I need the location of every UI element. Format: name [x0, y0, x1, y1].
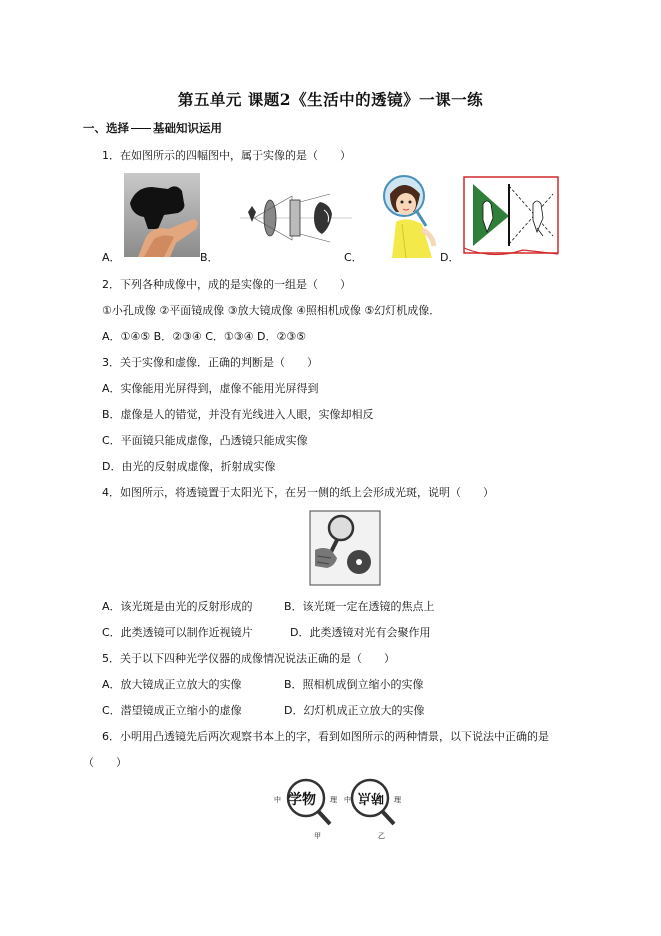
figure-4-lens-sunlight: [309, 510, 381, 586]
question-5-option-a: A．放大镜成正立放大的实像: [102, 678, 242, 691]
figure-1d-mirror-reflection: [463, 176, 559, 256]
figure-6-magnifier-words: [270, 776, 420, 842]
section-divider: [131, 128, 151, 129]
question-2-items: ①小孔成像 ②平面镜成像 ③放大镜成像 ④照相机成像 ⑤幻灯机成像．: [102, 304, 441, 317]
question-4-option-a: A．该光斑是由光的反射形成的: [102, 600, 253, 613]
fig6-right-suffix: 理: [394, 796, 401, 804]
fig6-left-prefix: 中: [274, 796, 281, 804]
question-4: 4．如图所示，将透镜置于太阳光下，在另一侧的纸上会形成光斑，说明（ ）: [102, 486, 494, 499]
question-3-option-a: A．实像能用光屏得到，虚像不能用光屏得到: [102, 382, 319, 395]
figure-1a-hand-shadow: [124, 173, 200, 257]
q1-label-b: B．: [200, 251, 219, 264]
fig6-right-big: 哧点: [357, 790, 384, 805]
question-6-paren: （ ）: [83, 756, 127, 769]
figure-1b-lens-projection: [240, 182, 352, 252]
page-title: 第五单元 课题2《生活中的透镜》一课一练: [177, 90, 484, 109]
section-heading: [83, 120, 222, 136]
question-4-option-c: C．此类透镜可以制作近视镜片: [102, 626, 253, 639]
q1-label-d: D．: [440, 251, 460, 264]
question-4-option-b: B．该光斑一定在透镜的焦点上: [284, 600, 435, 613]
question-4-option-d: D．此类透镜对光有会聚作用: [290, 626, 431, 639]
fig6-right-prefix: 中: [344, 796, 351, 804]
section-prefix: 一、选择: [83, 121, 129, 135]
question-5-option-d: D．幻灯机成正立放大的实像: [284, 704, 425, 717]
figure-1c-magnifier-girl: [382, 174, 438, 258]
question-6: 6．小明用凸透镜先后两次观察书本上的字，看到如图所示的两种情景，以下说法中正确的是: [102, 730, 549, 743]
question-1: 1．在如图所示的四幅图中，属于实像的是（ ）: [102, 149, 351, 162]
question-3-option-b: B．虚像是人的错觉，并没有光线进入人眼，实像却相反: [102, 408, 374, 421]
fig6-label-left: 甲: [314, 832, 321, 840]
question-3-option-c: C．平面镜只能成虚像，凸透镜只能成实像: [102, 434, 308, 447]
fig6-left-big: 学物: [288, 792, 316, 808]
question-5: 5．关于以下四种光学仪器的成像情况说法正确的是（ ）: [102, 652, 395, 665]
question-3: 3．关于实像和虚像．正确的判断是（ ）: [102, 356, 318, 369]
q1-label-a: A．: [102, 251, 121, 264]
question-5-option-b: B．照相机成倒立缩小的实像: [284, 678, 424, 691]
fig6-label-right: 乙: [378, 832, 385, 840]
q1-label-c: C．: [344, 251, 363, 264]
question-5-option-c: C．潜望镜成正立缩小的虚像: [102, 704, 242, 717]
question-2-options: A．①④⑤ B．②③④ C．①③④ D．②③⑤: [102, 330, 307, 343]
question-3-option-d: D．由光的反射成虚像，折射成实像: [102, 460, 276, 473]
fig6-left-suffix: 理: [330, 796, 337, 804]
section-suffix: 基础知识运用: [153, 121, 222, 135]
question-2: 2．下列各种成像中，成的是实像的一组是（ ）: [102, 278, 351, 291]
